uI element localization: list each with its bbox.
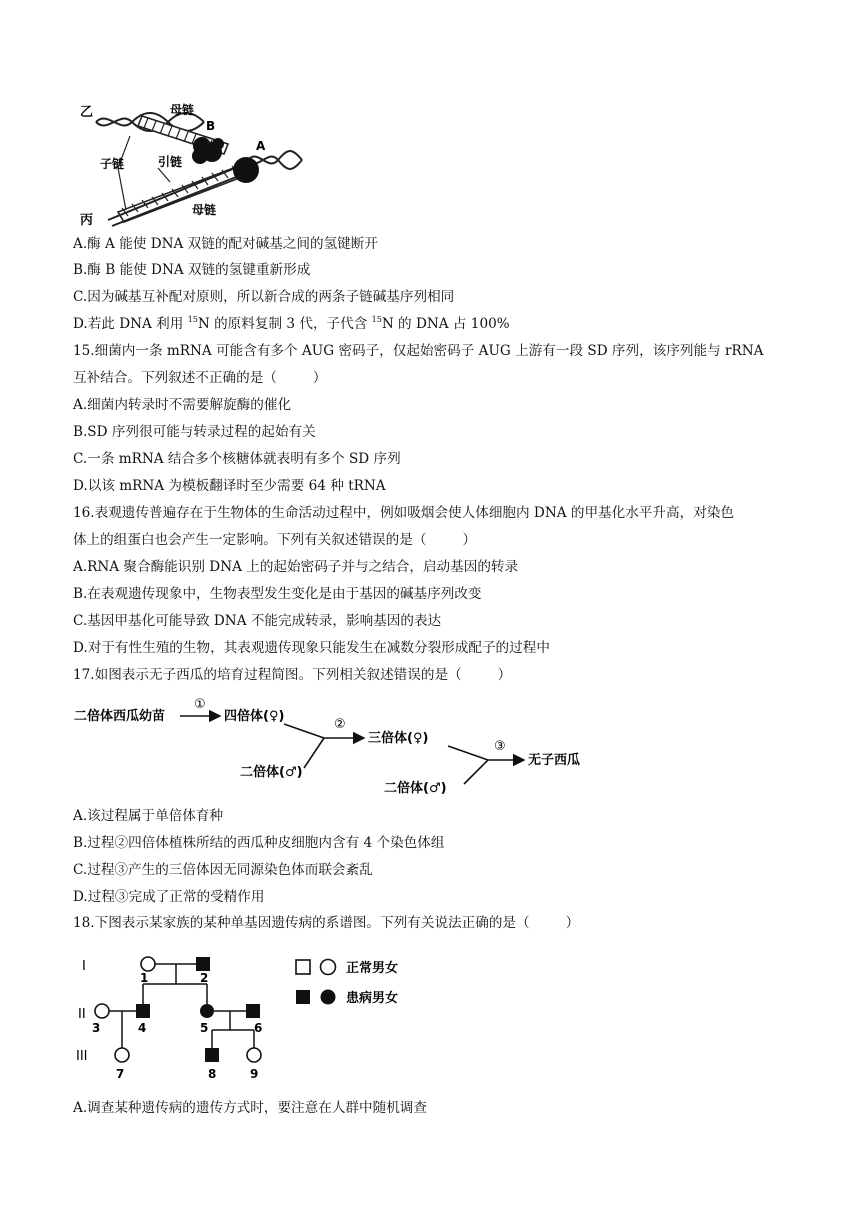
label-step2: ②	[334, 717, 346, 732]
individual-6	[246, 1004, 260, 1018]
legend-circle-normal	[321, 960, 336, 975]
individual-8	[205, 1048, 219, 1062]
gen-label-1: I	[82, 959, 86, 974]
q18-stem-close: ）	[565, 915, 580, 931]
q14-option-d	[73, 314, 510, 334]
gen-label-2: II	[78, 1007, 86, 1022]
q14-d-text-2: N 的原料复制 3 代，子代含	[197, 316, 372, 332]
q14-d-text-1: D.若此 DNA 利用	[73, 316, 188, 332]
num-3: 3	[92, 1021, 101, 1035]
num-5: 5	[200, 1021, 209, 1035]
q15-option-b: B.SD 序列很可能与转录过程的起始有关	[73, 424, 316, 440]
dna-replication-figure	[78, 90, 310, 230]
label-bing: 丙	[80, 213, 94, 228]
pedigree-chart	[72, 948, 432, 1084]
label-zi: 子链	[100, 157, 125, 171]
legend-circle-affected	[321, 990, 336, 1005]
q16-stem-close: ）	[462, 532, 477, 548]
q15-option-d: D.以该 mRNA 为模板翻译时至少需要 64 种 tRNA	[73, 478, 386, 494]
q14-option-c: C.因为碱基互补配对原则，所以新合成的两条子链碱基序列相同	[73, 289, 455, 305]
label-yin: 引链	[158, 155, 183, 169]
q16-option-c: C.基因甲基化可能导致 DNA 不能完成转录，影响基因的表达	[73, 613, 442, 629]
q16-option-b: B.在表观遗传现象中，生物表型发生变化是由于基因的碱基序列改变	[73, 586, 482, 602]
q18-stem-text: 18.下图表示某家族的某种单基因遗传病的系谱图。下列有关说法正确的是（	[73, 915, 530, 931]
num-6: 6	[254, 1021, 263, 1035]
individual-3	[95, 1004, 109, 1018]
num-4: 4	[138, 1021, 147, 1035]
gen-label-3: III	[76, 1049, 88, 1064]
label-diploid-male-1: 二倍体(♂)	[240, 765, 303, 780]
q18-option-a: A.调查某种遗传病的遗传方式时，要注意在人群中随机调查	[73, 1100, 427, 1116]
q16-stem-text: 体上的组蛋白也会产生一定影响。下列有关叙述错误的是（	[73, 532, 427, 548]
label-step1: ①	[194, 697, 206, 712]
legend-affected-label: 患病男女	[346, 991, 399, 1006]
q14-d-sup-2: 15	[371, 315, 382, 324]
enzyme-b	[192, 137, 224, 164]
num-7: 7	[116, 1067, 125, 1081]
q16-option-d: D.对于有性生殖的生物，其表观遗传现象只能发生在减数分裂形成配子的过程中	[73, 640, 550, 656]
label-mu-top: 母链	[170, 103, 195, 117]
individual-4	[136, 1004, 150, 1018]
label-tetraploid: 四倍体(♀)	[224, 709, 285, 724]
q14-option-b: B.酶 B 能使 DNA 双链的氢键重新形成	[73, 262, 311, 278]
q16-option-a: A.RNA 聚合酶能识别 DNA 上的起始密码子并与之结合，启动基因的转录	[73, 559, 519, 575]
legend-normal-label: 正常男女	[346, 961, 399, 976]
q17-stem-text: 17.如图表示无子西瓜的培育过程简图。下列相关叙述错误的是（	[73, 667, 462, 683]
num-8: 8	[208, 1067, 217, 1081]
watermelon-breeding-figure	[72, 692, 612, 804]
label-a: A	[256, 139, 266, 153]
q15-stem-close: ）	[312, 370, 327, 386]
label-triploid: 三倍体(♀)	[368, 731, 429, 746]
q17-option-c: C.过程③产生的三倍体因无同源染色体而联会紊乱	[73, 862, 373, 878]
q17-option-d: D.过程③完成了正常的受精作用	[73, 889, 265, 905]
label-seedless: 无子西瓜	[528, 753, 581, 768]
q14-d-sup-1: 15	[187, 315, 198, 324]
q15-stem-text: 互补结合。下列叙述不正确的是（	[73, 370, 277, 386]
label-b: B	[206, 119, 216, 133]
q15-option-a: A.细菌内转录时不需要解旋酶的催化	[73, 397, 292, 413]
label-yi: 乙	[80, 105, 94, 120]
q17-stem	[73, 665, 511, 685]
q18-stem	[73, 913, 579, 933]
individual-9	[247, 1048, 261, 1062]
q17-stem-close: ）	[497, 667, 512, 683]
num-2: 2	[200, 971, 209, 985]
q17-option-b: B.过程②四倍体植株所结的西瓜种皮细胞内含有 4 个染色体组	[73, 835, 445, 851]
num-9: 9	[250, 1067, 259, 1081]
q14-option-a: A.酶 A 能使 DNA 双链的配对碱基之间的氢键断开	[73, 236, 378, 252]
individual-7	[115, 1048, 129, 1062]
label-seedling: 二倍体西瓜幼苗	[74, 709, 166, 724]
q15-stem-line2	[73, 368, 327, 388]
q14-d-text-3: N 的 DNA 占 100%	[381, 316, 510, 332]
legend-square-affected	[296, 990, 310, 1004]
label-diploid-male-2: 二倍体(♂)	[384, 781, 447, 796]
q15-stem-line1: 15.细菌内一条 mRNA 可能含有多个 AUG 密码子，仅起始密码子 AUG 上游有一段 SD 序列，该序列能与 rRNA	[73, 343, 764, 359]
label-step3: ③	[494, 739, 506, 754]
num-1: 1	[140, 971, 149, 985]
individual-1	[141, 957, 155, 971]
q17-option-a: A.该过程属于单倍体育种	[73, 808, 224, 824]
individual-2	[196, 957, 210, 971]
legend-square-normal	[296, 960, 310, 974]
q15-option-c: C.一条 mRNA 结合多个核糖体就表明有多个 SD 序列	[73, 451, 401, 467]
lower-strand-band	[118, 164, 250, 222]
enzyme-a	[233, 157, 259, 183]
label-mu-bottom: 母链	[192, 203, 217, 217]
individual-5	[200, 1004, 214, 1018]
q16-stem-line1: 16.表观遗传普遍存在于生物体的生命活动过程中，例如吸烟会使人体细胞内 DNA 的甲基化水平升高，对染色	[73, 505, 734, 521]
q16-stem-line2	[73, 530, 476, 550]
